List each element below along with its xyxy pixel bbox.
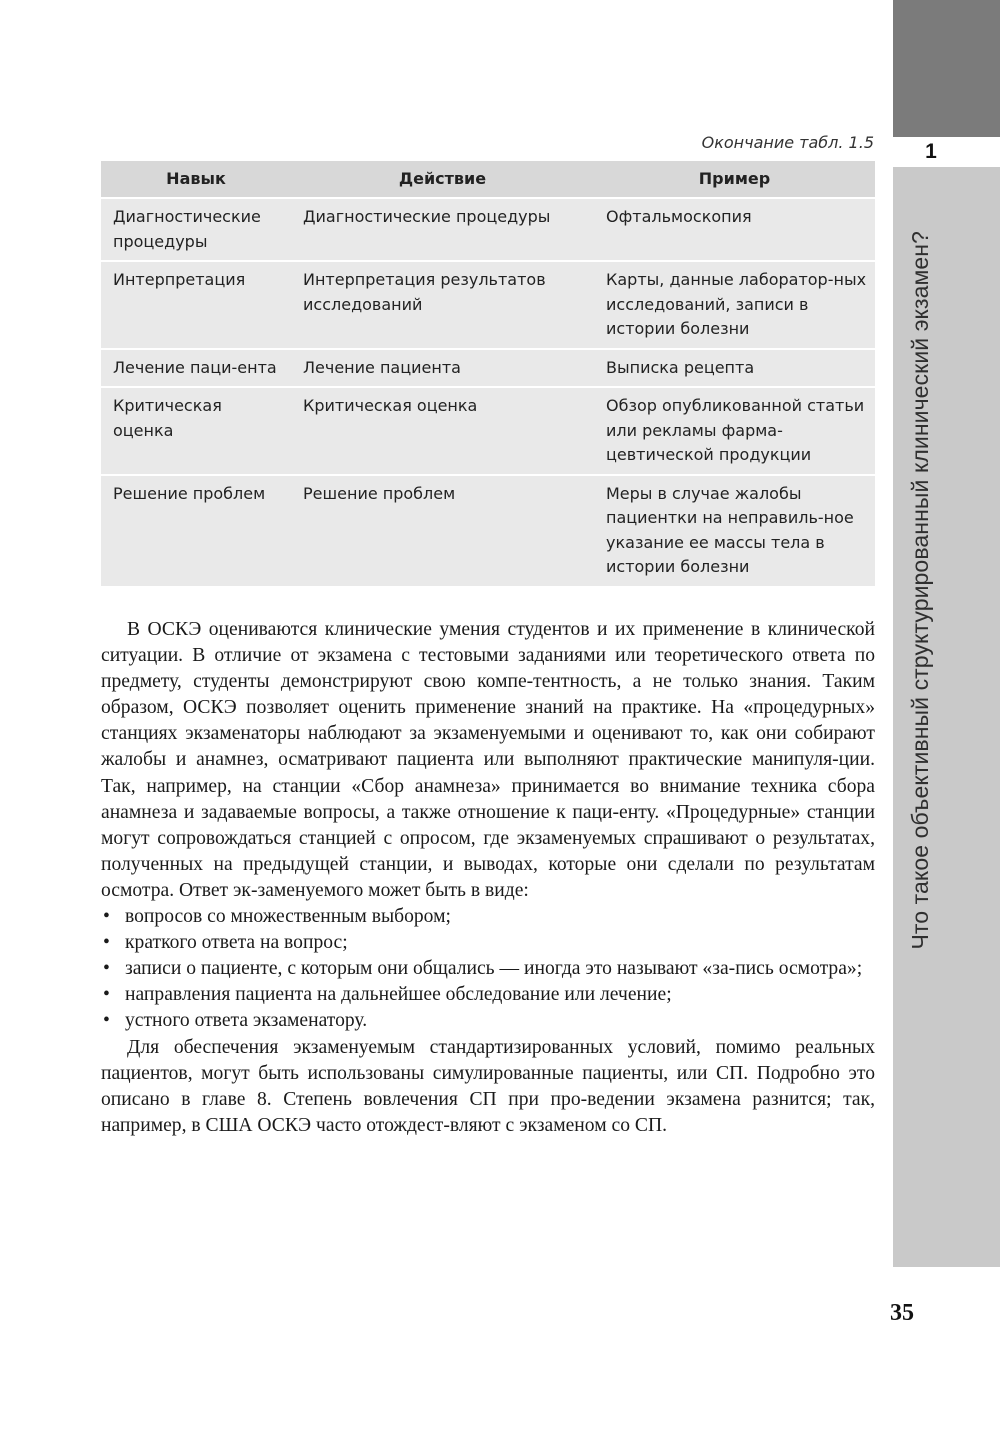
cell-skill: Диагностические процедуры bbox=[101, 198, 291, 261]
table-row bbox=[101, 475, 875, 587]
cell-example: Меры в случае жалобы пациентки на неправиль-ное указание ее массы тела в истории болезни bbox=[594, 475, 875, 587]
table-caption: Окончание табл. 1.5 bbox=[701, 133, 874, 152]
list-item-text: краткого ответа на вопрос; bbox=[125, 932, 348, 954]
cell-example: Обзор опубликованной статьи или рекламы фарма-цевтической продукции bbox=[594, 387, 875, 475]
table-header-row bbox=[101, 161, 875, 198]
page-number: 35 bbox=[890, 1300, 914, 1326]
body-text bbox=[101, 617, 875, 1139]
skills-table bbox=[101, 161, 875, 588]
header-example: Пример bbox=[594, 161, 875, 198]
list-item-text: устного ответа экзаменатору. bbox=[125, 1010, 368, 1032]
list-item-text: записи о пациенте, с которым они общались — иногда это называют «за-пись осмотра»; bbox=[125, 958, 863, 980]
chapter-number: 1 bbox=[925, 140, 937, 163]
cell-action: Решение проблем bbox=[291, 475, 594, 587]
cell-example: Карты, данные лаборатор-ных исследований, записи в истории болезни bbox=[594, 261, 875, 349]
cell-action: Лечение пациента bbox=[291, 349, 594, 388]
bullet-icon: • bbox=[103, 984, 110, 1006]
cell-skill: Решение проблем bbox=[101, 475, 291, 587]
bullet-icon: • bbox=[103, 958, 110, 980]
chapter-title-text: Что такое объективный структурированный клинический экзамен? bbox=[906, 230, 933, 950]
list-item bbox=[101, 956, 875, 982]
list-item-text: направления пациента на дальнейшее обследование или лечение; bbox=[125, 984, 672, 1006]
cell-example: Выписка рецепта bbox=[594, 349, 875, 388]
list-item bbox=[101, 904, 875, 930]
cell-action: Диагностические процедуры bbox=[291, 198, 594, 261]
list-item-text: вопросов со множественным выбором; bbox=[125, 906, 451, 928]
cell-action: Критическая оценка bbox=[291, 387, 594, 475]
chapter-tab-dark-block bbox=[893, 0, 1000, 137]
bullet-icon: • bbox=[103, 1010, 110, 1032]
table-row bbox=[101, 198, 875, 261]
bullet-icon: • bbox=[103, 906, 110, 928]
cell-skill: Интерпретация bbox=[101, 261, 291, 349]
header-action: Действие bbox=[291, 161, 594, 198]
cell-skill: Критическая оценка bbox=[101, 387, 291, 475]
table-row bbox=[101, 387, 875, 475]
table-row bbox=[101, 261, 875, 349]
header-skill: Навык bbox=[101, 161, 291, 198]
chapter-title-vertical bbox=[893, 190, 947, 990]
bullet-icon: • bbox=[103, 932, 110, 954]
list-item bbox=[101, 982, 875, 1008]
cell-example: Офтальмоскопия bbox=[594, 198, 875, 261]
paragraph: В ОСКЭ оцениваются клинические умения студентов и их применение в клинической ситуации. В отличие от экзамена с тестовыми заданиями или теоретического ответа по предмету, студенты демонстрируют свою компе-тентность, а не только знания. Таким образом, ОСКЭ позволяет оценить применение знаний на практике. На «процедурных» станциях экзаменаторы наблюдают за экзаменуемыми и оценивают то, как они собирают жалобы и анамнез, осматривают пациента или выполняют практические манипуля-ции. Так, например, на станции «Сбор анамнеза» принимается во внимание техника сбора анамнеза и задаваемые вопросы, а также отношение к паци-енту. «Процедурные» станции могут сопровождаться станцией с опросом, где экзаменуемых спрашивают о результатах, полученных на предыдущей станции, и выводах, которые они сделали по результатам осмотра. Ответ эк-заменуемого может быть в виде: bbox=[101, 619, 875, 901]
paragraph: Для обеспечения экзаменуемым стандартизированных условий, помимо реальных пациентов, могут быть использованы симулированные пациенты, или СП. Подробно это описано в главе 8. Степень вовлечения СП при про-ведении экзамена разнится; так, например, в США ОСКЭ часто отождест-вляют с экзаменом со СП. bbox=[101, 1036, 875, 1136]
cell-skill: Лечение паци-ента bbox=[101, 349, 291, 388]
list-item bbox=[101, 930, 875, 956]
bullet-list bbox=[101, 904, 875, 1034]
cell-action: Интерпретация результатов исследований bbox=[291, 261, 594, 349]
list-item bbox=[101, 1008, 875, 1034]
table-row bbox=[101, 349, 875, 388]
